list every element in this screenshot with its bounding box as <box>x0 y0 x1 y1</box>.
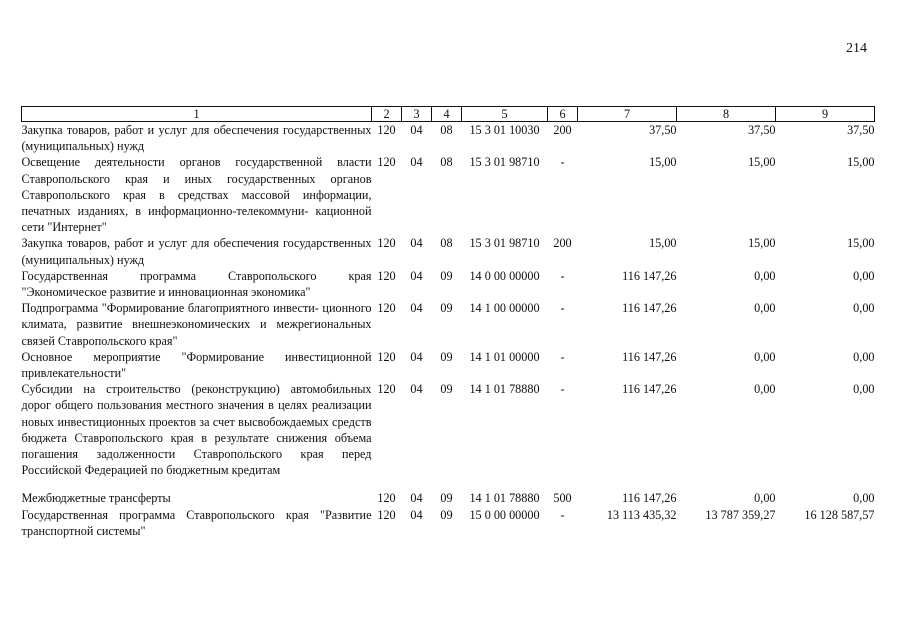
row-col-7: 15,00 <box>649 155 677 170</box>
row-col-3: 04 <box>410 382 423 397</box>
row-col-7: 15,00 <box>649 236 677 251</box>
column-header-7: 7 <box>578 107 677 122</box>
row-col-6: - <box>560 382 565 397</box>
row-name: Подпрограмма "Формирование благоприятного инвести- ционного климата, развитие внешнеэкономических и межрегиональных связей Ставропольского края" <box>21 301 372 348</box>
row-col-5: 14 1 01 78880 <box>469 491 540 506</box>
page-number: 214 <box>846 41 867 56</box>
row-col-2: 120 <box>377 123 396 137</box>
row-col-6: - <box>560 268 565 283</box>
row-col-6: - <box>560 507 565 522</box>
row-col-6: 200 <box>553 123 572 137</box>
row-col-4: 09 <box>440 268 453 283</box>
table-row <box>22 154 875 235</box>
row-col-7: 116 147,26 <box>622 349 677 364</box>
row-col-8: 15,00 <box>748 155 776 170</box>
row-col-7: 116 147,26 <box>622 301 677 316</box>
row-col-2: 120 <box>377 236 396 251</box>
table-row <box>22 507 875 539</box>
row-col-4: 09 <box>440 491 453 506</box>
row-name: Основное мероприятие "Формирование инвестиционной привлекательности" <box>21 349 372 381</box>
row-col-9: 0,00 <box>853 349 875 364</box>
row-col-2: 120 <box>377 507 396 522</box>
row-col-5: 15 0 00 00000 <box>469 507 540 522</box>
column-header-2: 2 <box>372 107 402 122</box>
row-col-5: 14 1 01 78880 <box>469 382 540 397</box>
row-col-8: 0,00 <box>754 349 776 364</box>
row-col-9: 0,00 <box>853 268 875 283</box>
row-col-3: 04 <box>410 155 423 170</box>
column-header-6: 6 <box>548 107 578 122</box>
table-row <box>22 235 875 267</box>
row-col-3: 04 <box>410 349 423 364</box>
row-col-2: 120 <box>377 155 396 170</box>
row-col-3: 04 <box>410 123 423 137</box>
row-col-4: 08 <box>440 155 453 170</box>
row-name: Субсидии на строительство (реконструкцию) автомобильных дорог общего пользования местного значения в целях реализации новых инвестиционных проектов за счет высвобождаемых средств бюджета Ставропольского края в результате снижения объема погашения задолженности Ставропольского края перед Российской Федерацией по бюджетным кредитам <box>21 382 372 478</box>
row-col-7: 37,50 <box>649 123 677 137</box>
column-header-8: 8 <box>677 107 776 122</box>
row-col-3: 04 <box>410 268 423 283</box>
row-col-6: - <box>560 349 565 364</box>
row-col-7: 13 113 435,32 <box>606 507 677 522</box>
row-col-3: 04 <box>410 236 423 251</box>
row-col-8: 37,50 <box>748 123 776 137</box>
column-header-1: 1 <box>22 107 372 122</box>
row-col-8: 13 787 359,27 <box>705 507 776 522</box>
row-col-9: 15,00 <box>847 155 875 170</box>
column-header-4: 4 <box>432 107 462 122</box>
table-row <box>22 490 875 506</box>
spacer-row <box>22 478 875 490</box>
row-col-9: 0,00 <box>853 491 875 506</box>
row-col-3: 04 <box>410 301 423 316</box>
budget-table <box>21 106 875 539</box>
row-col-4: 09 <box>440 349 453 364</box>
row-col-5: 15 3 01 98710 <box>469 236 540 251</box>
row-name: Освещение деятельности органов государственной власти Ставропольского края и иных государственных органов Ставропольского края в средствах массовой информации, печатных изданиях, в информационно-телекоммуни- кационной сети "Интернет" <box>21 155 372 235</box>
row-col-3: 04 <box>410 507 423 522</box>
table-row <box>22 268 875 300</box>
column-header-3: 3 <box>402 107 432 122</box>
row-col-2: 120 <box>377 491 396 506</box>
row-name: Межбюджетные трансферты <box>21 491 171 506</box>
row-col-9: 0,00 <box>853 382 875 397</box>
row-col-7: 116 147,26 <box>622 268 677 283</box>
row-name: Государственная программа Ставропольского края "Экономическое развитие и инновационная экономика" <box>21 268 372 300</box>
row-col-4: 08 <box>440 123 453 137</box>
row-col-7: 116 147,26 <box>622 491 677 506</box>
row-col-5: 15 3 01 10030 <box>469 123 540 137</box>
row-col-9: 37,50 <box>847 123 875 137</box>
row-col-6: 500 <box>553 491 572 506</box>
table-row <box>22 122 875 155</box>
row-col-4: 09 <box>440 301 453 316</box>
row-name: Закупка товаров, работ и услуг для обеспечения государственных (муниципальных) нужд <box>21 123 372 154</box>
row-name: Государственная программа Ставропольского края "Развитие транспортной системы" <box>21 507 372 538</box>
row-col-5: 14 0 00 00000 <box>469 268 540 283</box>
row-col-7: 116 147,26 <box>622 382 677 397</box>
table-row <box>22 300 875 349</box>
row-col-5: 15 3 01 98710 <box>469 155 540 170</box>
table-row <box>22 381 875 478</box>
column-header-9: 9 <box>776 107 875 122</box>
row-col-4: 08 <box>440 236 453 251</box>
table-row <box>22 349 875 381</box>
row-col-8: 0,00 <box>754 382 776 397</box>
row-col-9: 15,00 <box>847 236 875 251</box>
row-col-8: 15,00 <box>748 236 776 251</box>
row-col-6: - <box>560 301 565 316</box>
row-col-2: 120 <box>377 382 396 397</box>
row-col-4: 09 <box>440 507 453 522</box>
row-col-5: 14 1 00 00000 <box>469 301 540 316</box>
row-col-6: - <box>560 155 565 170</box>
row-col-2: 120 <box>377 301 396 316</box>
row-col-2: 120 <box>377 268 396 283</box>
row-col-9: 16 128 587,57 <box>804 507 875 522</box>
row-col-8: 0,00 <box>754 491 776 506</box>
row-col-6: 200 <box>553 236 572 251</box>
row-col-5: 14 1 01 00000 <box>469 349 540 364</box>
row-col-2: 120 <box>377 349 396 364</box>
row-col-3: 04 <box>410 491 423 506</box>
row-col-8: 0,00 <box>754 301 776 316</box>
row-col-9: 0,00 <box>853 301 875 316</box>
row-col-4: 09 <box>440 382 453 397</box>
row-col-8: 0,00 <box>754 268 776 283</box>
row-name: Закупка товаров, работ и услуг для обеспечения государственных (муниципальных) нужд <box>21 236 372 267</box>
column-header-5: 5 <box>462 107 548 122</box>
header-row <box>22 107 875 122</box>
